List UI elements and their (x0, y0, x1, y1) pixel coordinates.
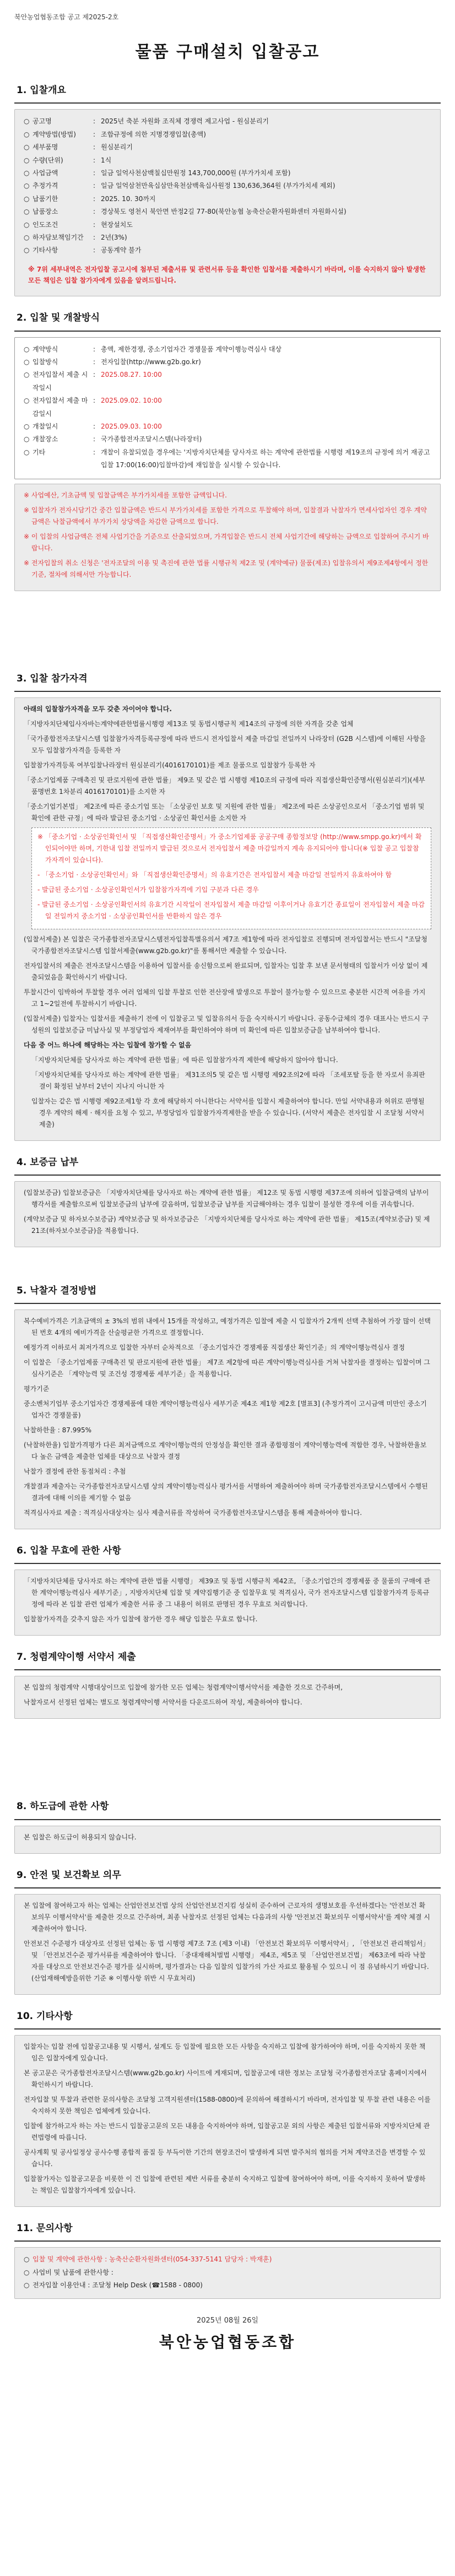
contact-separator: : (85, 2281, 93, 2290)
info-value: 국가종합전자조달시스템(나라장터) (101, 435, 202, 443)
info-value: 원심분리기 (101, 143, 133, 151)
section-heading: 5. 낙찰자 결정방법 (14, 1281, 441, 1304)
colon-separator: : (93, 208, 96, 216)
list-item: 낙찰자로서 선정된 업체는 별도로 청렴계약이행 서약서를 다운로드하여 작성, 제출하여야 합니다. (24, 1698, 302, 1707)
list-item: (입찰보증금) 입찰보증금은 「지방자치단체를 당사자로 하는 계약에 관한 법률」 제12조 및 동법 시행령 제37조에 의하여 입찰금액의 납부이행각서를 제출함으로써 입찰보증금의 납부에 갈음하며, 입찰보증금 납부를 지급해야하는 경우 입찰이 불성한 경우에 이를 귀속합니다. (24, 1188, 429, 1208)
info-key: 하자담보책임기간 (32, 233, 84, 241)
info-value: 1식 (101, 156, 112, 164)
list-item: 「지방자치단체를 당사자로 하는 계약에 관한 법률 시행령」 제39조 및 동법 시행규칙 제42조, 「중소기업간의 경쟁제품 중 물품의 구매에 관한 계약이행능력심사 세부기준」, 지방자치단체 입찰 및 계약집행기준 중 입찰무효 및 적격심사, 국가 전자조달시스템 입찰참가자격 등록규정에 따라 본 입찰 관련 업체가 제출한 서류 중 그 내용이 허위로 판명된 경우 무효로 처리합니다. (24, 1577, 430, 1609)
section-heading: 9. 안전 및 보건확보 의무 (14, 1866, 441, 1888)
list-item: 낙찰하한율 : 87.995% (24, 1426, 92, 1435)
info-row (24, 446, 431, 472)
bullet-icon: ○ (24, 246, 30, 255)
overview-note: ※ 7위 세부내역은 전자입찰 공고시에 첨부된 제출서류 및 관련서류 등을 확인한 입찰서를 제출하시기 바라며, 이를 숙지하지 않아 발생한 모든 책임은 입찰 참가자에게 있음을 알려드립니다. (28, 265, 426, 285)
section-heading: 10. 기타사항 (14, 2007, 441, 2030)
list-item: (입찰서제출) 본 입찰은 국가종합전자조달시스템전자입찰특별유의서 제7조 제1항에 따라 전자입찰로 진행되며 전자입찰서는 반드시 "조달청 국가종합전자조달시스템 입찰서제출(www.g2b.go.kr)"를 통해서만 제출할 수 있습니다. (24, 935, 427, 955)
invalid-box (14, 1570, 441, 1636)
info-row (24, 356, 431, 369)
info-value: 총액, 제한경쟁, 중소기업자간 경쟁물품 계약이행능력심사 대상 (101, 345, 282, 353)
info-row (24, 193, 431, 205)
bullet-icon: ○ (24, 156, 30, 164)
list-item: 입찰자는 입찰 전에 입찰공고내용 및 시행서, 설계도 등 입찰에 필요한 모든 사항을 숙지하고 입찰에 참가하여야 하며, 이를 숙지하지 못한 책임은 입찰자에게 있습니다. (24, 2043, 426, 2063)
list-item: (계약보증금 및 하자보수보증금) 계약보증금 및 하자보증금은 「지방자치단체를 당사자로 하는 계약에 관한 법률」 제15조(계약보증금) 및 제21조(하자보수보증금)을 적용합니다. (24, 1215, 430, 1235)
contact-label: 입찰 및 계약에 관한사항 (32, 2255, 103, 2264)
info-key: 계약방식 (32, 345, 58, 353)
colon-separator: : (93, 194, 96, 203)
section-eligibility (14, 669, 441, 1141)
list-item: ※ 「중소기업 · 소상공인확인서 및 「직접생산확인증명서」가 중소기업제품 공공구매 종합정보망 (http://www.smpp.go.kr)에서 확인되어야만 하며, 기한내 입찰 전일까지 발급된 것으로서 전자입찰서 제출 마감일까지 계속 유지되어야 합니다(※ 입찰 공고 입찰참가자격이 있습니다). (37, 832, 422, 864)
contact-row (24, 2253, 431, 2266)
list-item: 입찰참가자는 입찰공고문을 비롯한 이 건 입찰에 관련된 제반 서류를 충분히 숙지하고 입찰에 참여하여야 하며, 이를 숙지하지 못하여 발생하는 책임은 입찰참가자에게 있습니다. (24, 2175, 426, 2195)
section-heading: 2. 입찰 및 개찰방식 (14, 309, 441, 331)
eligibility-inner-box (31, 827, 431, 929)
integrity-box (14, 1676, 441, 1719)
list-item: ※ 전자입찰의 취소 신청은 '전자조달의 이용 및 촉진에 관한 법률 시행규칙 제2조 및 (계약예규) 물품(제조) 입찰유의서 제9조제4항에서 정한 기준, 절차에 의해서만 가능합니다. (24, 559, 429, 578)
bullet-icon: ○ (24, 448, 30, 456)
section-safety (14, 1866, 441, 1995)
list-item: 「지방자치단체입사자바는계약에관한법률시행령 제13조 및 동법시행규칙 제14조의 규정에 의한 자격을 갖춘 업체 (24, 719, 354, 728)
bullet-icon: ○ (24, 220, 30, 229)
info-row (24, 219, 431, 231)
info-key: 인도조건 (32, 220, 58, 229)
safety-box (14, 1894, 441, 1995)
colon-separator: : (93, 220, 96, 229)
info-value: 일금 일억사천삼백칠십만원정 143,700,000원 (부가가치세 포함) (101, 169, 291, 177)
list-item: 입찰자는 같은 법 시행령 제92조제1항 각 호에 해당하지 아니한다는 서약서를 입찰시 제출하여야 합니다. 만일 서약내용과 허위로 판명될 경우 계약의 해제 · 해지를 요청 수 있고, 부정당업자 입찰참가자격제한을 받을 수 있습니다. (서약서 제출은 전자입찰 시 조달청 서약서 제출) (31, 1097, 425, 1128)
section-heading: 6. 입찰 무효에 관한 사항 (14, 1541, 441, 1564)
info-key: 추정가격 (32, 182, 58, 190)
colon-separator: : (93, 156, 96, 164)
info-row (24, 394, 431, 420)
contact-separator: : (102, 2255, 110, 2264)
list-item: 이 입찰은 「중소기업제품 구매촉진 및 판로지원에 관한 법률」 제7조 제2항에 따른 계약이행능력심사를 거쳐 낙찰자를 결정하는 입찰이며 그 심사기준은 「계약능력 및 조건성 경쟁제품 세부기준」을 적용합니다. (24, 1359, 430, 1378)
info-key: 납품장소 (32, 208, 58, 216)
list-item: ※ 이 입찰의 사업금액은 전체 사업기간을 기준으로 산출되었으며, 가격입찰은 반드시 전체 사업기간에 해당하는 금액으로 입찰하여 주시기 바랍니다. (24, 532, 429, 552)
info-value: 현장설치도 (101, 220, 133, 229)
info-value: 경상북도 영천시 북안면 반정2길 77-80(북안농협 농축산순환자원화센터 자원화시설) (101, 208, 346, 216)
info-value: 2025년 축분 자원화 조직체 경쟁력 제고사업 - 원심분리기 (101, 117, 269, 126)
colon-separator: : (93, 371, 96, 379)
list-item: 개찰결과 제출자는 국가종합전자조달시스템 상의 계약이행능력심사 평가서를 서명하여 제출하여야 하며 국가종합전자조달시스템에서 수행된 결과에 대해 이의를 제기할 수 없음 (24, 1482, 428, 1502)
section-heading: 11. 문의사항 (14, 2219, 441, 2242)
info-key: 계약방법(방법) (32, 130, 76, 138)
info-key: 개찰일시 (32, 422, 58, 430)
list-item: 적격심사자료 제출 : 적격심사대상자는 심사 제출서류를 작성하여 국가종합전자조달시스템을 통해 제출하여야 합니다. (24, 1509, 362, 1517)
contact-value: 농축산순환자원화센터(054-337-5141 담당자 : 박재훈) (109, 2255, 272, 2264)
list-item: 입찰에 참가하고자 하는 자는 반드시 입찰공고문의 모든 내용을 숙지하여야 하며, 입찰공고문 외의 사항은 제출된 입찰서류와 지방자치단체 관련법령에 따릅니다. (24, 2122, 430, 2142)
subcontract-box (14, 1826, 441, 1854)
section-deposit (14, 1153, 441, 1247)
bullet-icon: ○ (24, 233, 30, 241)
bullet-icon: ○ (24, 208, 30, 216)
contact-value: 조달청 Help Desk (☎1588 - 0800) (92, 2281, 203, 2290)
info-row (24, 244, 431, 257)
info-key: 전자입찰서 제출 마감일시 (32, 397, 88, 418)
notice-number: 북안농업협동조합 공고 제2025-2호 (14, 13, 119, 21)
section-invalid (14, 1541, 441, 1636)
bullet-icon: ○ (24, 2281, 30, 2290)
info-value: 조합규정에 의한 지명경쟁입찰(총액) (101, 130, 206, 138)
section-heading: 8. 하도급에 관한 사항 (14, 1797, 441, 1820)
list-item: 입찰참가자격등록 여부입찰나라장터 원심분리기(4016170101)를 제조 물품으로 입찰참가 등록한 자 (24, 761, 316, 769)
colon-separator: : (93, 422, 96, 430)
contact-label: 전자입찰 이용안내 (32, 2281, 86, 2290)
info-row (24, 167, 431, 180)
colon-separator: : (93, 130, 96, 138)
section-heading: 7. 청렴계약이행 서약서 제출 (14, 1648, 441, 1670)
list-item: 복수예비가격은 기초금액의 ± 3%의 범위 내에서 15개를 작성하고, 예정가격은 입찰에 제출 시 입찰자가 2개씩 선택 추첨하여 가장 많이 선택된 번호 4개의 예비가격을 산술평균한 가격으로 결정합니다. (24, 1317, 431, 1337)
section-misc (14, 2007, 441, 2207)
info-key: 전자입찰서 제출 시작일시 (32, 371, 88, 392)
section-bid-method (14, 309, 441, 591)
colon-separator: : (93, 358, 96, 366)
list-item: 본 공고문은 국가종합전자조달시스템(www.g2b.go.kr) 사이트에 게재되며, 입찰공고에 대한 정보는 조달청 국가종합전자조달 홈페이지에서 확인하시기 바랍니다. (24, 2069, 427, 2089)
section-overview (14, 81, 441, 296)
eligibility-exclusion-heading: 다음 중 어느 하나에 해당하는 자는 입찰에 참가할 수 없음 (24, 1041, 192, 1049)
info-value: 2025. 10. 30까지 (101, 194, 156, 203)
info-key: 납품기한 (32, 194, 58, 203)
bullet-icon: ○ (24, 397, 30, 405)
award-box (14, 1309, 441, 1529)
bullet-icon: ○ (24, 117, 30, 126)
bullet-icon: ○ (24, 358, 30, 366)
eligibility-box (14, 697, 441, 1141)
contact-row (24, 2266, 431, 2279)
list-item: - 발급된 중소기업 · 소상공인확인서가 입찰참가자격에 기입 구분과 다른 경우 (37, 885, 259, 894)
colon-separator: : (93, 397, 96, 405)
section-integrity (14, 1648, 441, 1719)
list-item: (입찰서제출) 입찰자는 입찰서를 제출하기 전에 이 입찰공고 및 입찰유의서 등을 숙지하시기 바랍니다. 공동수급체의 경우 대표사는 반드시 구성원의 입찰보증금 미납사실 및 부정당업자 제재여부를 확인하여야 하며 미 확인에 따른 입찰보증금을 납부하여야 합니다. (24, 1014, 429, 1034)
list-item: 본 입찰은 하도급이 허용되지 않습니다. (24, 1833, 137, 1841)
bullet-icon: ○ (24, 345, 30, 353)
info-key: 입찰방식 (32, 358, 58, 366)
info-value: 2025.09.03. 10:00 (101, 422, 162, 430)
info-row (24, 433, 431, 446)
list-item: 투찰시간이 임박하여 투찰할 경우 여러 업체의 입찰 투찰로 인한 전산장애 발생으로 투찰이 불가능할 수 있으므로 충분한 시간적 여유를 가지고 1~2일전에 투찰하시기 바랍니다. (24, 988, 426, 1008)
list-item: 공사계획 및 공사일정상 공사수행 종합적 품질 등 부득이한 기간의 현장조건이 발생하게 되면 발주처의 협의를 거쳐 계약조건을 변경할 수 있습니다. (24, 2149, 426, 2168)
notice-date: 2025년 08월 26일 (196, 2317, 259, 2325)
info-row (24, 369, 431, 394)
colon-separator: : (93, 246, 96, 255)
list-item: ※ 사업예산, 기초금액 및 입찰금액은 부가가치세를 포함한 금액입니다. (24, 491, 227, 499)
page-title: 물품 구매설치 입찰공고 (135, 42, 320, 62)
list-item: 「국가종합전자조달시스템 입찰참가자격등록규정에 따라 반드시 전자입찰서 제출 마감일 전일까지 나라장터 (G2B 시스템)에 이해된 사항을 모두 입찰참가자격을 등록한 자 (24, 734, 426, 754)
bullet-icon: ○ (24, 2255, 30, 2264)
info-row (24, 128, 431, 141)
bullet-icon: ○ (24, 422, 30, 430)
list-item: (낙찰하한율) 입찰가격평가 다른 최저금액으로 계약이행능력의 안정성을 확인한 결과 종합평점이 계약이행능력에 적합한 경우, 낙찰하한율보다 높은 금액을 제출한 업체를 대상으로 낙찰자 결정 (24, 1441, 427, 1461)
info-row (24, 231, 431, 244)
bullet-icon: ○ (24, 194, 30, 203)
list-item: ※ 입찰자가 전자시담기간 중간 입찰금액은 반드시 부가가치세를 포함한 가격으로 투찰해야 하며, 입찰결과 낙찰자가 면세사업자인 경우 계약금액은 낙찰금액에서 부가가치 상당액을 차감한 금액으로 합니다. (24, 506, 427, 526)
info-row (24, 205, 431, 218)
colon-separator: : (93, 233, 96, 241)
info-key: 사업금액 (32, 169, 58, 177)
info-value: 공동계약 불가 (101, 246, 142, 255)
info-key: 공고명 (32, 117, 52, 126)
colon-separator: : (93, 435, 96, 443)
section-heading: 3. 입찰 참가자격 (14, 669, 441, 692)
list-item: 본 입찰의 청렴계약 시행대상이므로 입찰에 참가한 모든 업체는 청렴계약이행서약서를 제출한 것으로 간주하며, (24, 1684, 343, 1692)
list-item: 「중소기업기본법」 제2조에 따른 중소기업 또는 「소상공인 보호 및 지원에 관한 법률」 제2조에 따른 소상공인으로서 「중소기업 범위 및 확인에 관한 규정」에 따라 발급된 중소기업 · 소상공인 확인서를 소지한 자 (24, 802, 425, 822)
contact-separator: : (109, 2268, 116, 2276)
list-item: 본 입찰에 참여하고자 하는 업체는 산업안전보건법 상의 산업안전보건지킴 성실히 준수하여 근로자의 생명보호를 우선하겠다는 '안전보건 확보의무 이행서약서'를 제출한 것으로 간주하며, 최종 낙찰자로 선정된 업체는 다음과의 사항 '안전보건 확보의무 이행서약서'를 계약 체결 시 제출하여야 합니다. (24, 1901, 430, 1933)
colon-separator: : (93, 345, 96, 353)
list-item: 「지방자치단체를 당사자로 하는 계약에 관한 법률」 제31조의5 및 같은 법 시행령 제92조의2에 따라 「조세포탈 등을 한 자로서 유죄판결이 확정된 날부터 2년이 지나지 아니한 자 (31, 1070, 425, 1090)
info-row (24, 154, 431, 167)
colon-separator: : (93, 169, 96, 177)
bullet-icon: ○ (24, 2268, 30, 2276)
info-key: 기타사항 (32, 246, 58, 255)
colon-separator: : (93, 448, 96, 456)
info-value: 전자입찰(http://www.g2b.go.kr) (101, 358, 201, 366)
colon-separator: : (93, 143, 96, 151)
organization-name: 북안농업협동조합 (159, 2333, 296, 2352)
info-key: 개찰장소 (32, 435, 58, 443)
eligibility-intro: 아래의 입찰참가자격을 모두 갖춘 자이어야 합니다. (24, 705, 172, 713)
info-value: 2025.08.27. 10:00 (101, 371, 162, 379)
section-award (14, 1281, 441, 1529)
info-row (24, 343, 431, 356)
footer (14, 2315, 441, 2355)
misc-box (14, 2035, 441, 2207)
bullet-icon: ○ (24, 371, 30, 379)
list-item: 안전보건 수준평가 대상자로 선정된 업체는 동 법 시행령 제7조 7조 (제3 이내) 「안전보건 확보의무 이행서약서」, 「안전보건 관리책임서」 및 「안전보건수준 평가서류를 제출하여야 합니다. 「중대재해처벌법 시행령」 제4조, 제5조 및 「산업안전보건법」 제63조에 따라 낙찰자를 대상으로 안전보건수준 평가를 실시하며, 평가결과는 다음 입찰의 입찰가의 가산 자료로 활용될 수 있으니 이 점 유념하시기 바랍니다. (산업재해예방을위한 기준 ※ 이행사항 위반 시 무효처리) (24, 1939, 430, 1982)
info-key: 세부품명 (32, 143, 58, 151)
bullet-icon: ○ (24, 169, 30, 177)
list-item: 「지방자치단체를 당사자로 하는 계약에 관한 법률」에 따른 입찰참가자격 제한에 해당하지 않아야 합니다. (31, 1056, 338, 1064)
list-item: - 「중소기업 · 소상공인확인서」와 「직접생산확인증명서」의 유효기간은 전자입찰서 제출 마감일 전일까지 유효하여야 함 (37, 870, 392, 879)
section-heading: 4. 보증금 납부 (14, 1153, 441, 1176)
colon-separator: : (93, 182, 96, 190)
info-value: 개찰이 유찰되었을 경우에는 '지방자치단체를 당사자로 하는 계약에 관한법률 시행령 제19조의 규정에 의거 재공고 입찰 17:00(16:00)입찰마감)에 재입찰을 실시할 수 있습니다. (101, 448, 430, 469)
bullet-icon: ○ (24, 143, 30, 151)
contact-label: 사업비 및 납품에 관한사항 (32, 2268, 109, 2276)
colon-separator: : (93, 117, 96, 126)
section-heading: 1. 입찰개요 (14, 81, 441, 104)
bullet-icon: ○ (24, 182, 30, 190)
info-row (24, 420, 431, 433)
list-item: 낙찰가 결정에 관한 동점처리 : 추첨 (24, 1468, 126, 1476)
info-row (24, 141, 431, 154)
list-item: 전자입찰서의 제출은 전자조달시스템을 이용하여 입찰서를 송신함으로써 완료되며, 입찰자는 입찰 후 보낸 문서형태의 입찰서가 이상 없이 제출되었음을 확인하시기 바랍니다. (24, 961, 428, 981)
deposit-box (14, 1181, 441, 1247)
contact-row (24, 2279, 431, 2292)
bullet-icon: ○ (24, 435, 30, 443)
info-row (24, 115, 431, 128)
list-item: 중소벤처기업부 중소기업자간 경쟁제품에 대한 계약이행능력심사 세부기준 제4조 제1항 제2호 [별표3] (추정가격이 고시금액 미만인 중소기업자간 경쟁물품) (24, 1400, 427, 1420)
list-item: 전자입찰 및 투찰과 관련한 문의사항은 조달청 고객지원센터(1588-0800)에 문의하여 해결하시기 바라며, 전자입찰 및 투찰 관련 내용은 이를 숙지하지 못한 책임은 업체에게 있습니다. (24, 2096, 431, 2115)
contact-box (14, 2247, 441, 2299)
section-contact (14, 2219, 441, 2299)
info-key: 기타 (32, 448, 46, 456)
list-item: - 발급된 중소기업 · 소상공인확인서의 유효기간 시작일이 전자입찰서 제출 마감일 이후이거나 유효기간 종료일이 전자입찰서 제출 마감일 전일까지 중소기업 · 소상공인확인서를 반환하지 않은 경우 (37, 900, 425, 920)
list-item: 예정가격 이하로서 최저가격으로 입찰한 자부터 순차적으로 「중소기업자간 경쟁제품 직접생산 확인기준」의 계약이행능력심사 결정 (24, 1344, 405, 1352)
bid-method-box (14, 337, 441, 479)
info-value: 일금 일억삼천만육십삼만육천삼백육십사원정 130,636,364원 (부가가치세 제외) (101, 182, 335, 190)
info-key: 수량(단위) (32, 156, 63, 164)
list-item: 입찰참가자격을 갖추지 않은 자가 입찰에 참가한 경우 해당 입찰은 무효로 합니다. (24, 1615, 258, 1623)
info-value: 2025.09.02. 10:00 (101, 397, 162, 405)
list-item: 「중소기업제품 구매촉진 및 판로지원에 관한 법률」 제9조 및 같은 법 시행령 제10조의 규정에 따라 직접생산확인증명서(원심분리기)(세부품명번호 1차분리 4016170101)를 소지한 자 (24, 776, 425, 795)
overview-box (14, 109, 441, 296)
bid-method-notes-box (14, 484, 441, 591)
list-item: 평가기준 (24, 1385, 50, 1393)
bullet-icon: ○ (24, 130, 30, 138)
info-value: 2년(3%) (101, 233, 127, 241)
info-row (24, 180, 431, 192)
section-subcontract (14, 1797, 441, 1853)
